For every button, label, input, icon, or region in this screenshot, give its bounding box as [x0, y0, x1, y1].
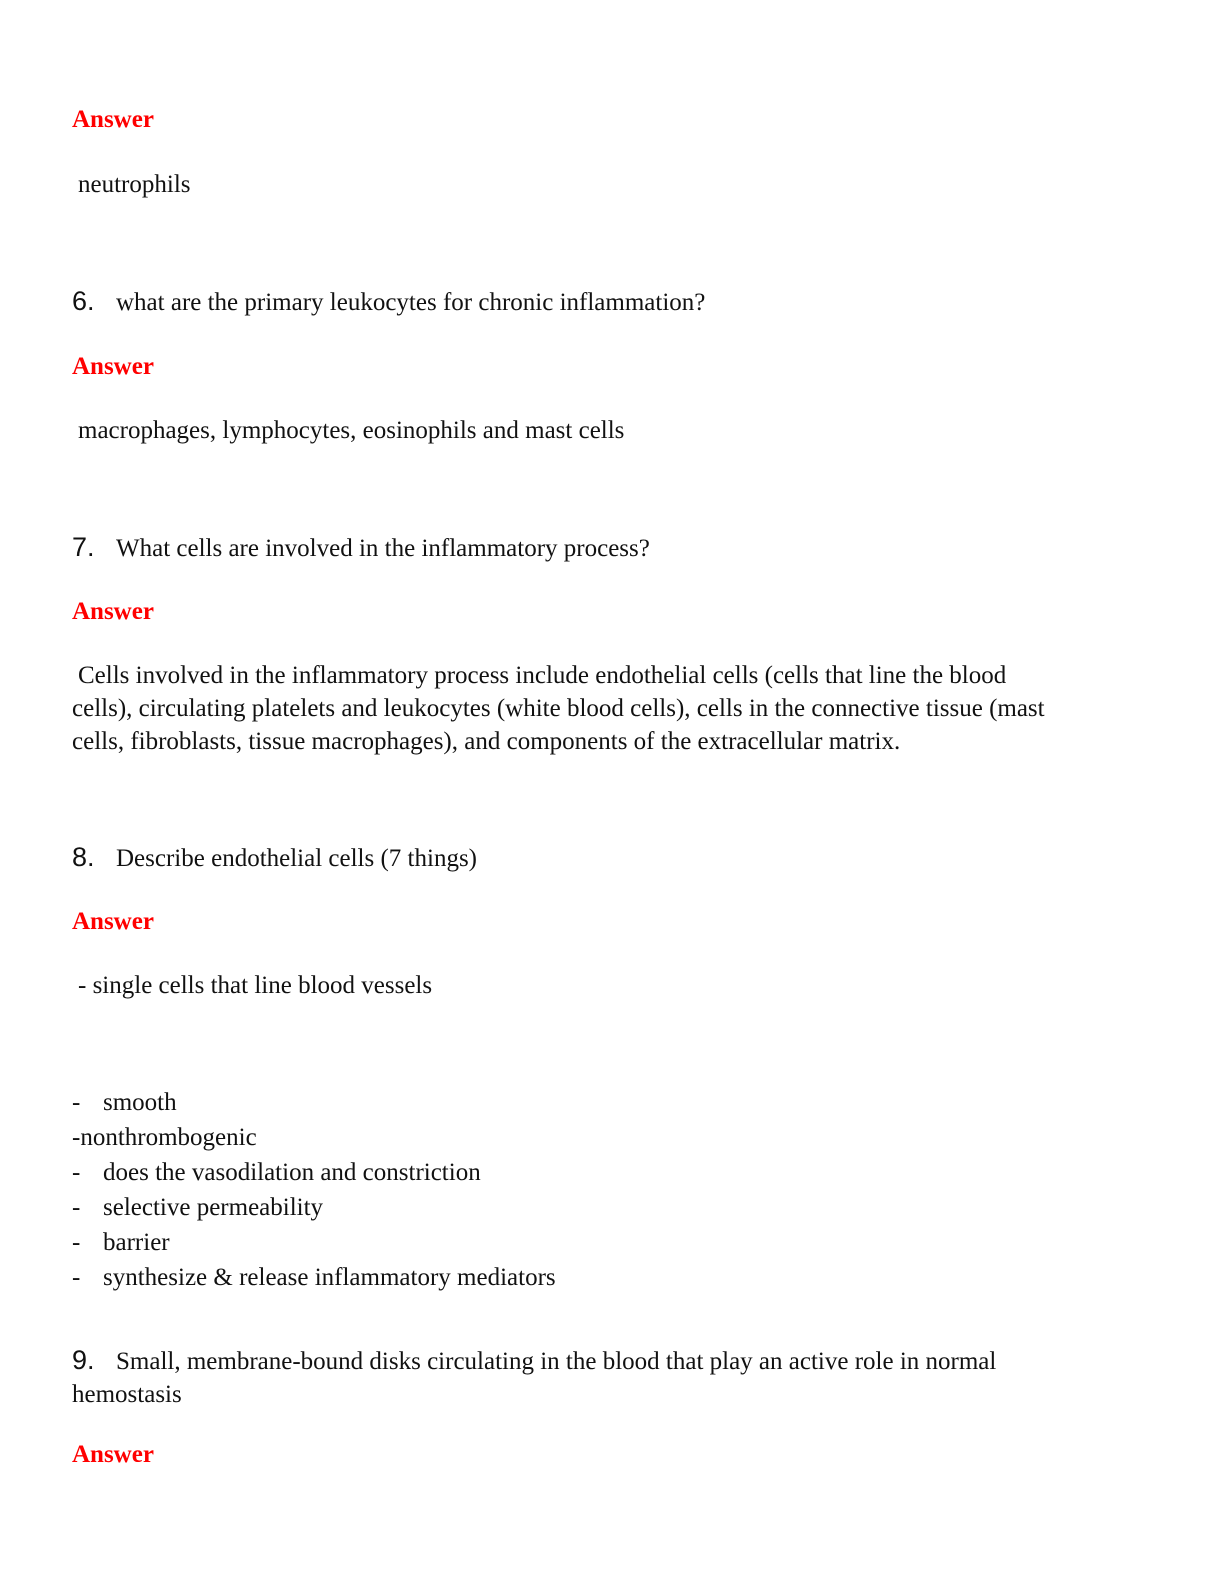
question-9: [72, 1344, 1162, 1411]
question-6: [72, 285, 705, 319]
list-item-text: synthesize & release inflammatory mediators: [103, 1264, 556, 1291]
answer-label: Answer: [72, 598, 154, 625]
answer-text: - single cells that line blood vessels: [78, 972, 433, 999]
question-number: 7.: [72, 532, 95, 562]
list-item-text: smooth: [103, 1089, 177, 1116]
list-dash: -: [72, 1194, 81, 1221]
answer-line: Cells involved in the inflammatory process include endothelial cells (cells that line the blood: [78, 662, 1007, 689]
list-item-text: -nonthrombogenic: [72, 1124, 257, 1151]
list-dash: -: [72, 1089, 81, 1116]
list-item: [72, 1260, 556, 1295]
answer-label: Answer: [72, 1441, 154, 1468]
answer-line: cells), circulating platelets and leukocytes (white blood cells), cells in the connective tissue (mast: [72, 695, 1045, 722]
question-text: hemostasis: [72, 1381, 182, 1408]
answer-label: Answer: [72, 106, 154, 133]
question-number: 9.: [72, 1345, 95, 1375]
question-8: [72, 841, 477, 875]
list-item: [72, 1155, 556, 1190]
answer-label: Answer: [72, 353, 154, 380]
answer-line: cells, fibroblasts, tissue macrophages), and components of the extracellular matrix.: [72, 728, 901, 755]
answer-label: Answer: [72, 908, 154, 935]
list-dash: -: [72, 1264, 81, 1291]
question-text: What cells are involved in the inflammatory process?: [116, 535, 650, 562]
question-text: Describe endothelial cells (7 things): [116, 845, 477, 872]
question-number: 8.: [72, 842, 95, 872]
endothelial-list: [72, 1085, 556, 1295]
list-item: [72, 1190, 556, 1225]
answer-text: macrophages, lymphocytes, eosinophils and mast cells: [78, 417, 625, 444]
list-item-text: does the vasodilation and constriction: [103, 1159, 481, 1186]
question-7: [72, 531, 650, 565]
answer-text: neutrophils: [78, 171, 191, 198]
list-dash: -: [72, 1159, 81, 1186]
list-dash: -: [72, 1229, 81, 1256]
list-item: [72, 1120, 556, 1155]
list-item: [72, 1085, 556, 1120]
list-item-text: selective permeability: [103, 1194, 324, 1221]
list-item-text: barrier: [103, 1229, 170, 1256]
question-number: 6.: [72, 286, 95, 316]
list-item: [72, 1225, 556, 1260]
question-text: Small, membrane-bound disks circulating in the blood that play an active role in normal: [116, 1348, 997, 1375]
question-text: what are the primary leukocytes for chronic inflammation?: [116, 289, 706, 316]
answer-paragraph: [72, 659, 1162, 758]
